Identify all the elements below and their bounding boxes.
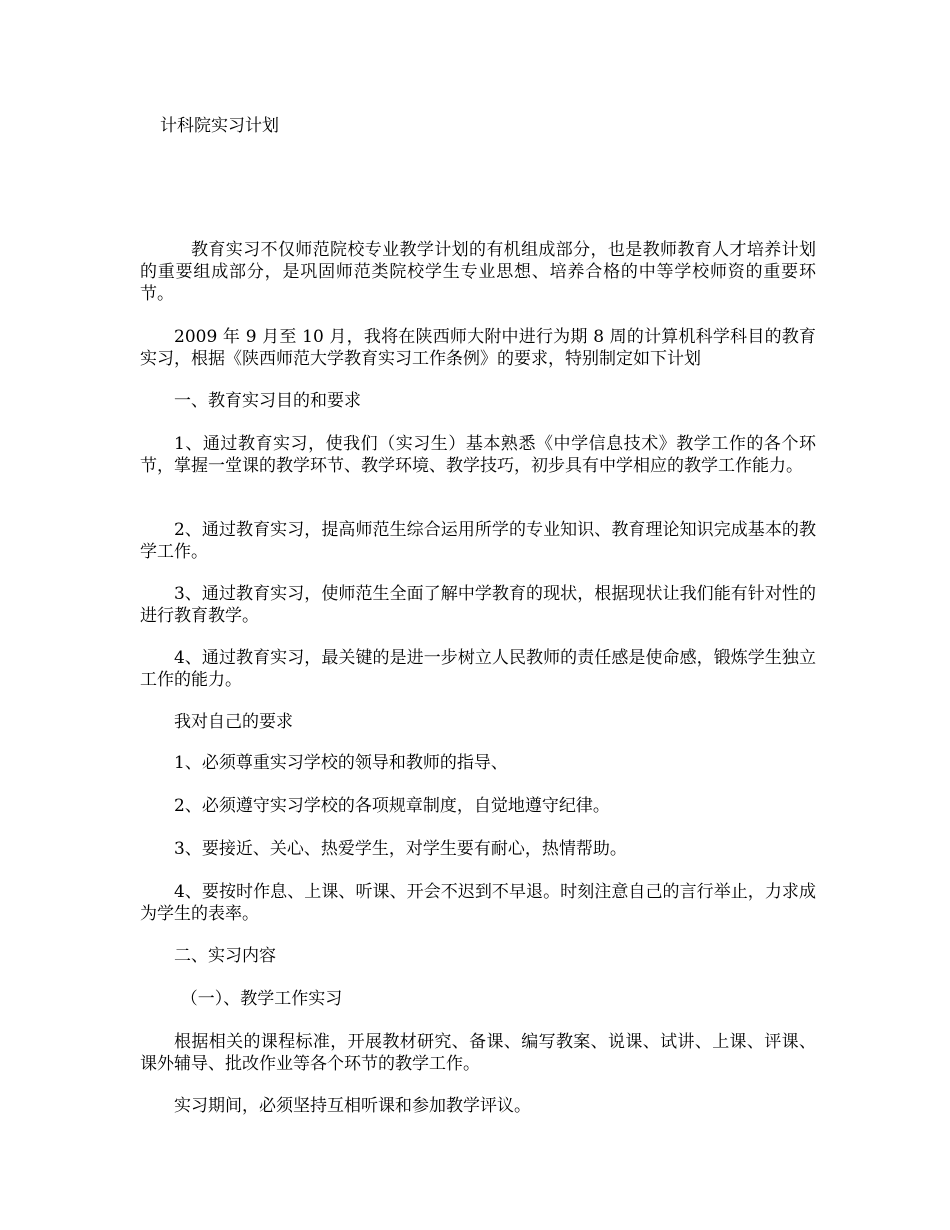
paragraph-purpose-4: 4、通过教育实习，最关键的是进一步树立人民教师的责任感是使命感，锻炼学生独立工作的能力。 — [140, 648, 816, 690]
paragraph-requirement-2: 2、必须遵守实习学校的各项规章制度，自觉地遵守纪律。 — [174, 796, 610, 816]
document-title: 计科院实习计划 — [160, 116, 279, 136]
section-heading-self-requirements: 我对自己的要求 — [174, 712, 293, 732]
paragraph-requirement-3: 3、要接近、关心、热爱学生，对学生要有耐心，热情帮助。 — [174, 839, 627, 859]
paragraph-requirement-4: 4、要按时作息、上课、听课、开会不迟到不早退。时刻注意自己的言行举止，力求成为学生的表率。 — [140, 882, 816, 924]
paragraph-plan-overview: 2009 年 9 月至 10 月，我将在陕西师大附中进行为期 8 周的计算机科学科目的教育实习，根据《陕西师范大学教育实习工作条例》的要求，特别制定如下计划 — [140, 327, 816, 369]
paragraph-purpose-2: 2、通过教育实习，提高师范生综合运用所学的专业知识、教育理论知识完成基本的教学工作。 — [140, 520, 816, 562]
paragraph-intro: 教育实习不仅师范院校专业教学计划的有机组成部分，也是教师教育人才培养计划的重要组成部分，是巩固师范类院校学生专业思想、培养合格的中等学校师资的重要环节。 — [140, 240, 816, 304]
paragraph-purpose-3: 3、通过教育实习，使师范生全面了解中学教育的现状，根据现状让我们能有针对性的进行教育教学。 — [140, 584, 816, 626]
paragraph-teaching-work: 根据相关的课程标准，开展教材研究、备课、编写教案、说课、试讲、上课、评课、课外辅导、批改作业等各个环节的教学工作。 — [140, 1032, 816, 1074]
paragraph-requirement-1: 1、必须尊重实习学校的领导和教师的指导、 — [174, 753, 508, 773]
paragraph-observation: 实习期间，必须坚持互相听课和参加教学评议。 — [174, 1096, 531, 1116]
subsection-heading-teaching: （一）、教学工作实习 — [180, 989, 343, 1009]
section-heading-purpose: 一、教育实习目的和要求 — [174, 391, 361, 411]
section-heading-content: 二、实习内容 — [174, 946, 276, 966]
paragraph-purpose-1: 1、通过教育实习，使我们（实习生）基本熟悉《中学信息技术》教学工作的各个环节，掌握一堂课的教学环节、教学环境、教学技巧，初步具有中学相应的教学工作能力。 — [140, 434, 816, 476]
